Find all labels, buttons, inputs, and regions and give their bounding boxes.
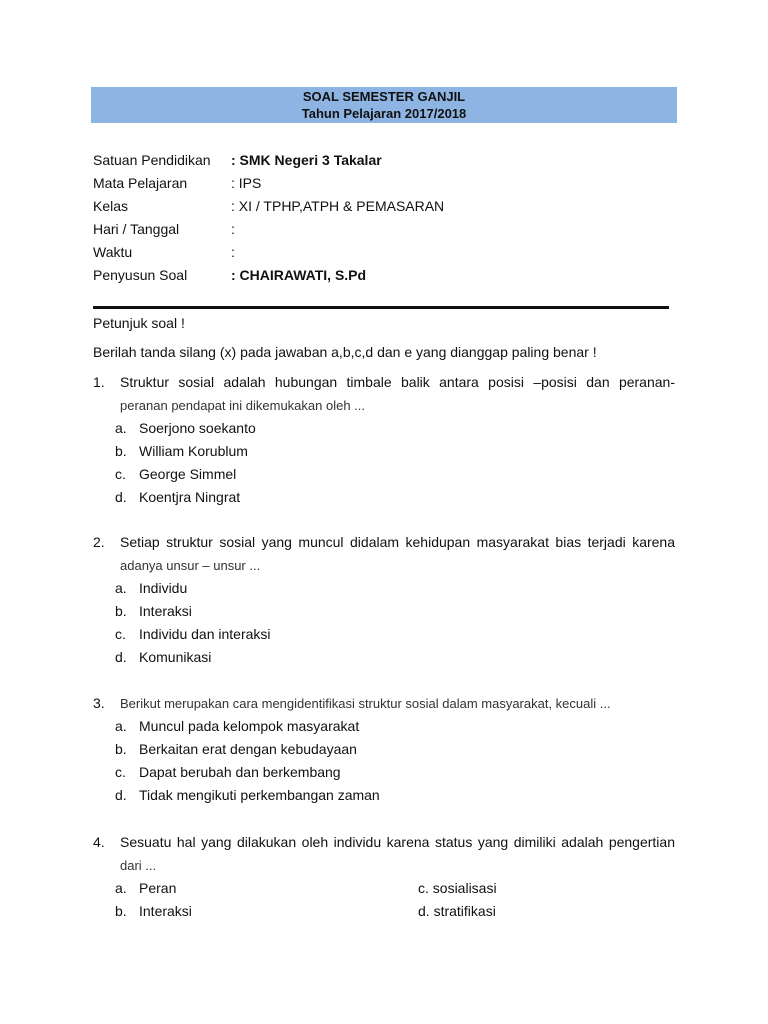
info-row	[93, 196, 444, 219]
info-label: Satuan Pendidikan	[93, 152, 211, 168]
header-band	[91, 87, 677, 123]
question-stem	[93, 692, 675, 715]
info-label: Kelas	[93, 198, 129, 214]
question-text-line: peranan pendapat ini dikemukakan oleh ...	[120, 398, 366, 413]
option-letter: b.	[115, 603, 127, 619]
info-label: Waktu	[93, 244, 133, 260]
info-value: : XI / TPHP,ATPH & PEMASARAN	[231, 198, 445, 214]
answer-option[interactable]	[93, 738, 675, 761]
info-label: Mata Pelajaran	[93, 175, 188, 191]
answer-option[interactable]	[93, 600, 675, 623]
question-number: 1.	[93, 374, 105, 390]
answer-option[interactable]	[93, 715, 675, 738]
option-letter: c.	[115, 466, 126, 482]
answer-option[interactable]	[93, 577, 675, 600]
option-text: Tidak mengikuti perkembangan zaman	[139, 787, 380, 803]
question-text-line: adanya unsur – unsur ...	[120, 558, 261, 573]
option-letter: a.	[115, 420, 127, 436]
question-number: 2.	[93, 534, 105, 550]
answer-option[interactable]	[93, 440, 675, 463]
question-text-line: dari ...	[120, 858, 157, 873]
option-letter: b.	[115, 741, 127, 757]
info-label: Penyusun Soal	[93, 267, 188, 283]
question-4	[93, 831, 675, 923]
instructions-text: Berilah tanda silang (x) pada jawaban a,b,c,d dan e yang dianggap paling benar !	[93, 344, 597, 360]
option-text[interactable]: Peran	[139, 880, 177, 896]
answer-option[interactable]	[93, 417, 675, 440]
option-letter: d.	[115, 489, 127, 505]
option-text: Koentjra Ningrat	[139, 489, 241, 505]
info-value: :	[231, 244, 235, 260]
question-number: 3.	[93, 695, 105, 711]
answer-option[interactable]	[93, 463, 675, 486]
question-stem	[93, 531, 675, 577]
option-text: William Korublum	[139, 443, 248, 459]
option-letter: a.	[115, 580, 127, 596]
answer-option[interactable]	[93, 784, 675, 807]
info-row	[93, 265, 444, 288]
option-letter[interactable]: a.	[115, 880, 127, 896]
option-text: Soerjono soekanto	[139, 420, 256, 436]
info-value: : CHAIRAWATI, S.Pd	[231, 267, 367, 283]
answer-option-row	[93, 900, 675, 923]
option-text: Berkaitan erat dengan kebudayaan	[139, 741, 357, 757]
question-text-line: Sesuatu hal yang dilakukan oleh individu karena status yang dimiliki adalah pengertian	[120, 834, 675, 850]
option-letter[interactable]: b.	[115, 903, 127, 919]
option-letter: a.	[115, 718, 127, 734]
instructions-title: Petunjuk soal !	[93, 315, 185, 331]
option-text[interactable]: d. stratifikasi	[418, 903, 496, 919]
divider-rule	[93, 306, 669, 309]
answer-option[interactable]	[93, 646, 675, 669]
info-value: : SMK Negeri 3 Takalar	[231, 152, 382, 168]
info-table	[93, 150, 444, 288]
info-row	[93, 219, 444, 242]
question-3	[93, 692, 675, 807]
option-letter: b.	[115, 443, 127, 459]
question-stem	[93, 371, 675, 417]
option-letter: d.	[115, 649, 127, 665]
info-row	[93, 173, 444, 196]
option-letter: d.	[115, 787, 127, 803]
answer-option[interactable]	[93, 486, 675, 509]
info-value: :	[231, 221, 235, 237]
instructions	[93, 313, 597, 362]
question-stem	[93, 831, 675, 877]
document-title: SOAL SEMESTER GANJIL	[302, 89, 466, 104]
question-number: 4.	[93, 834, 105, 850]
answer-option[interactable]	[93, 761, 675, 784]
option-text: George Simmel	[139, 466, 237, 482]
option-letter: c.	[115, 764, 126, 780]
option-text: Individu dan interaksi	[139, 626, 271, 642]
answer-option-row	[93, 877, 675, 900]
option-text: Interaksi	[139, 603, 192, 619]
document-subtitle: Tahun Pelajaran 2017/2018	[301, 106, 467, 121]
option-text: Komunikasi	[139, 649, 212, 665]
info-label: Hari / Tanggal	[93, 221, 180, 237]
question-1	[93, 371, 675, 509]
question-text-line: Berikut merupakan cara mengidentifikasi struktur sosial dalam masyarakat, kecuali ...	[120, 696, 611, 711]
option-text[interactable]: Interaksi	[139, 903, 192, 919]
option-letter: c.	[115, 626, 126, 642]
option-text: Dapat berubah dan berkembang	[139, 764, 341, 780]
option-text: Individu	[139, 580, 188, 596]
option-text: Muncul pada kelompok masyarakat	[139, 718, 360, 734]
question-text-line: Struktur sosial adalah hubungan timbale balik antara posisi –posisi dan peranan-	[120, 374, 675, 390]
option-text[interactable]: c. sosialisasi	[418, 880, 497, 896]
info-row	[93, 150, 444, 173]
answer-option[interactable]	[93, 623, 675, 646]
question-2	[93, 531, 675, 669]
info-value: : IPS	[231, 175, 262, 191]
question-text-line: Setiap struktur sosial yang muncul didalam kehidupan masyarakat bias terjadi karena	[120, 534, 675, 550]
info-row	[93, 242, 444, 265]
